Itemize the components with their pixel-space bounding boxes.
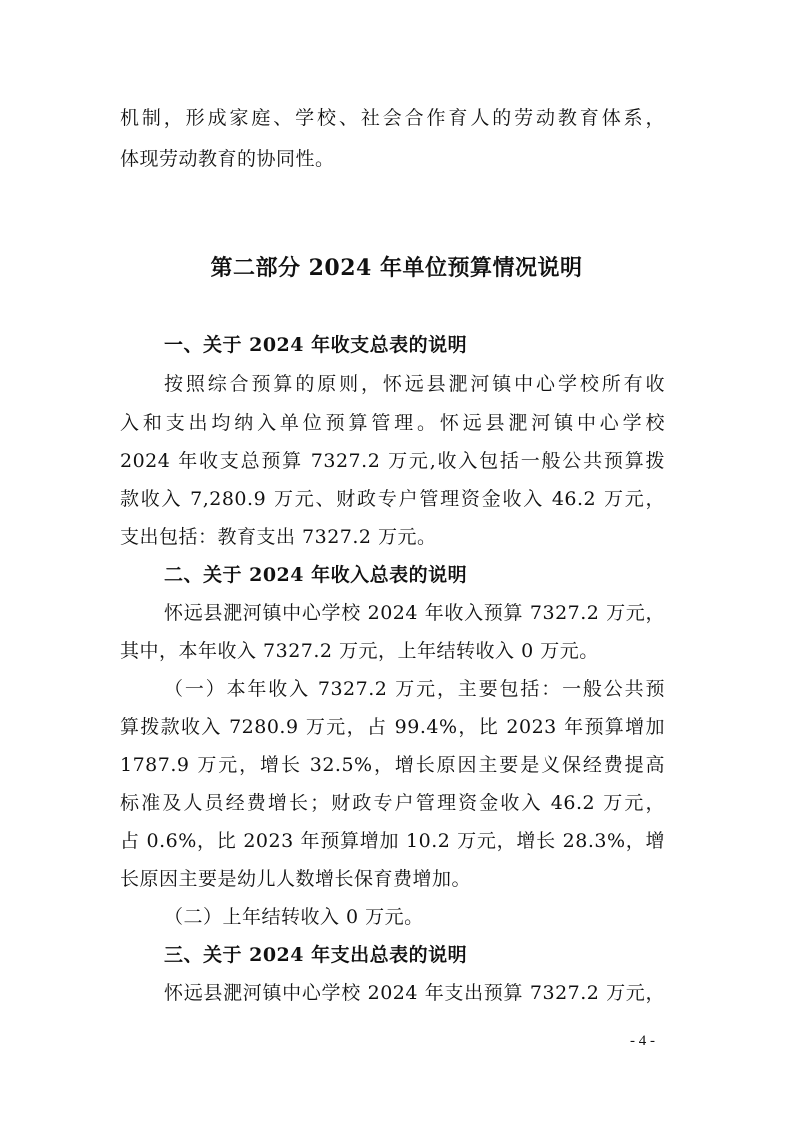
section-2-line-6: 标准及人员经费增长；财政专户管理资金收入 46.2 万元， (120, 792, 665, 814)
intro-line-1: 机制，形成家庭、学校、社会合作育人的劳动教育体系， (120, 107, 665, 129)
section-2-line-2: 其中，本年收入 7327.2 万元，上年结转收入 0 万元。 (120, 640, 599, 662)
section-2-line-8: 长原因主要是幼儿人数增长保育费增加。 (120, 868, 472, 890)
section-2-heading: 二、关于 2024 年收入总表的说明 (164, 564, 468, 586)
section-2-line-1: 怀远县淝河镇中心学校 2024 年收入预算 7327.2 万元， (164, 602, 665, 624)
part-title: 第二部分 2024 年单位预算情况说明 (210, 255, 583, 281)
section-2-line-3: （一）本年收入 7327.2 万元，主要包括：一般公共预 (164, 678, 665, 700)
section-3-heading: 三、关于 2024 年支出总表的说明 (164, 944, 468, 966)
page-number: - 4 - (630, 1033, 655, 1049)
section-1-line-4: 款收入 7,280.9 万元、财政专户管理资金收入 46.2 万元， (120, 488, 665, 510)
intro-line-2: 体现劳动教育的协同性。 (120, 148, 335, 170)
section-1-line-2: 入和支出均纳入单位预算管理。怀远县淝河镇中心学校 (120, 412, 665, 434)
section-2-line-5: 1787.9 万元，增长 32.5%，增长原因主要是义保经费提高 (120, 754, 665, 776)
section-2-line-9: （二）上年结转收入 0 万元。 (164, 906, 424, 928)
section-1-line-3: 2024 年收支总预算 7327.2 万元,收入包括一般公共预算拨 (120, 450, 665, 472)
section-2-line-4: 算拨款收入 7280.9 万元，占 99.4%，比 2023 年预算增加 (120, 716, 665, 738)
section-2-line-7: 占 0.6%，比 2023 年预算增加 10.2 万元，增长 28.3%，增 (120, 830, 665, 852)
section-1-line-5: 支出包括：教育支出 7327.2 万元。 (120, 526, 437, 548)
section-1-heading: 一、关于 2024 年收支总表的说明 (164, 334, 468, 356)
section-3-line-1: 怀远县淝河镇中心学校 2024 年支出预算 7327.2 万元， (164, 982, 665, 1004)
section-1-line-1: 按照综合预算的原则，怀远县淝河镇中心学校所有收 (164, 373, 665, 395)
